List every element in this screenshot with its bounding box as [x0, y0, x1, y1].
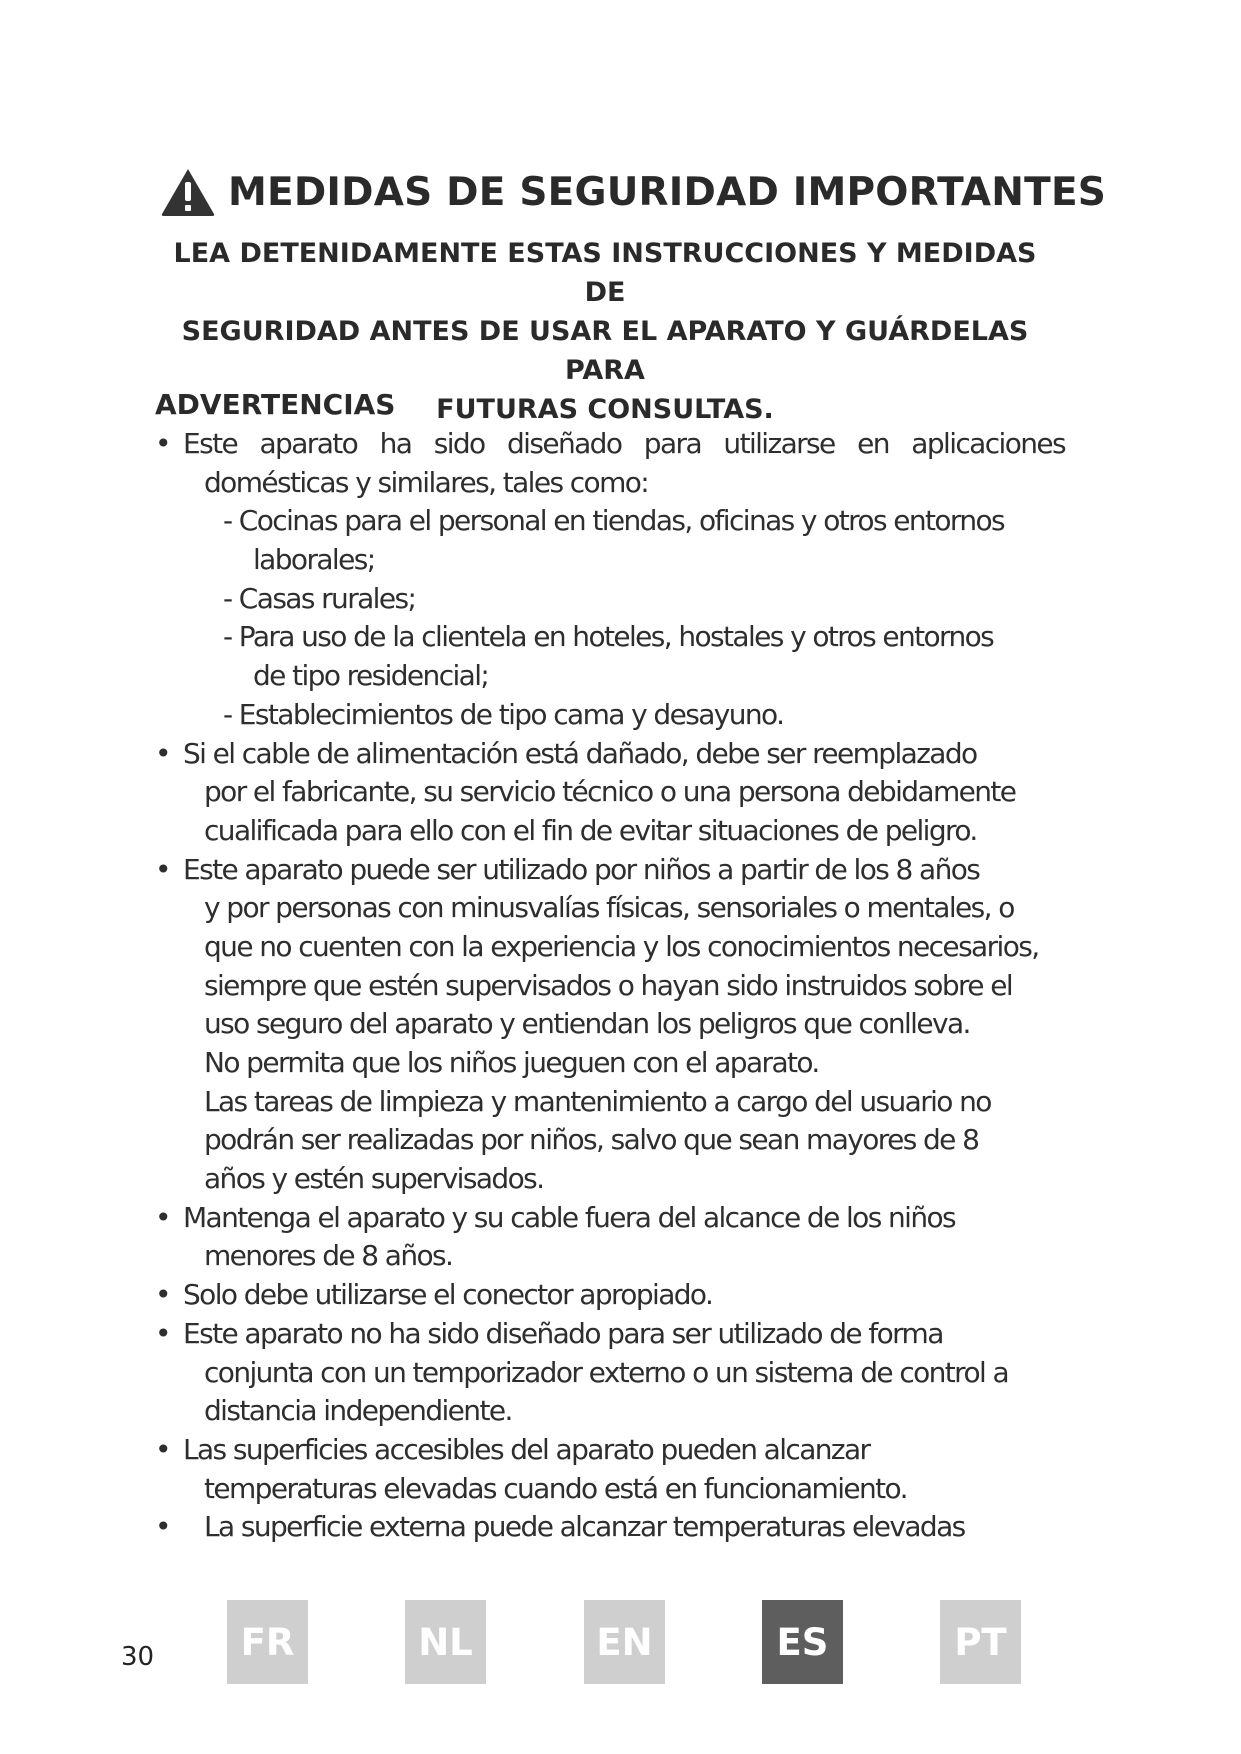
subtitle-line: FUTURAS CONSULTAS. [436, 394, 774, 425]
title-row [160, 162, 1107, 222]
list-item-line: • La superficie externa puede alcanzar temperaturas elevadas [155, 1508, 1065, 1547]
subtitle-line: SEGURIDAD ANTES DE USAR EL APARATO Y GUÁRDELAS PARA [181, 316, 1029, 386]
warnings-list [155, 425, 1065, 1547]
footer [0, 1600, 1241, 1690]
bullet: • [155, 1278, 170, 1312]
list-item-line: conjunta con un temporizador externo o un sistema de control a [204, 1355, 1009, 1389]
lang-tab-es[interactable]: ES [762, 1600, 843, 1684]
list-item-line: por el fabricante, su servicio técnico o una persona debidamente [204, 775, 1016, 809]
list-item-line: • Este aparato ha sido diseñado para utilizarse en aplicaciones [155, 425, 1065, 464]
list-item-line: podrán ser realizadas por niños, salvo que sean mayores de 8 [204, 1123, 979, 1157]
list-item-line: • Las superficies accesibles del aparato pueden alcanzar [155, 1431, 1065, 1470]
list-item-line: distancia independiente. [204, 1394, 512, 1428]
list-item-line: No permita que los niños jueguen con el aparato. [204, 1046, 819, 1079]
sub-item-line: - Establecimientos de tipo cama y desayuno. [223, 697, 784, 731]
bullet: • [155, 736, 170, 770]
page-number: 30 [121, 1642, 155, 1672]
lang-tab-fr[interactable]: FR [227, 1600, 308, 1684]
section-heading: ADVERTENCIAS [155, 388, 396, 421]
bullet: • [155, 1316, 170, 1350]
bullet: • [155, 1432, 170, 1466]
subtitle-line: LEA DETENIDAMENTE ESTAS INSTRUCCIONES Y MEDIDAS DE [173, 238, 1037, 308]
list-item-line: • Este aparato no ha sido diseñado para ser utilizado de forma [155, 1315, 1065, 1354]
list-item-line: Las tareas de limpieza y mantenimiento a cargo del usuario no [204, 1084, 991, 1118]
list-item-line: uso seguro del aparato y entiendan los peligros que conlleva. [204, 1007, 970, 1041]
page-title: MEDIDAS DE SEGURIDAD IMPORTANTES [228, 169, 1107, 215]
list-item-line: años y estén supervisados. [204, 1162, 544, 1196]
lang-tab-nl[interactable]: NL [405, 1600, 486, 1684]
sub-item-line: - Para uso de la clientela en hoteles, hostales y otros entornos [223, 620, 994, 654]
list-item-line: cualificada para ello con el fin de evitar situaciones de peligro. [204, 813, 977, 847]
list-item-line: siempre que estén supervisados o hayan sido instruidos sobre el [204, 968, 1013, 1002]
bullet: • [155, 427, 170, 460]
list-item-line: temperaturas elevadas cuando está en funcionamiento. [204, 1471, 907, 1505]
bullet: • [155, 1510, 170, 1544]
list-item-line: menores de 8 años. [204, 1239, 453, 1273]
list-item-line: • Solo debe utilizarse el conector apropiado. [155, 1276, 1065, 1315]
list-item-line: domésticas y similares, tales como: [204, 465, 649, 499]
list-item-line: • Si el cable de alimentación está dañado, debe ser reemplazado [155, 735, 1065, 774]
sub-item-line: laborales; [253, 543, 375, 577]
bullet: • [155, 852, 170, 886]
bullet: • [155, 1200, 170, 1234]
sub-item-line: - Cocinas para el personal en tiendas, oficinas y otros entornos [223, 504, 1004, 538]
lang-tab-en[interactable]: EN [584, 1600, 665, 1684]
lang-tab-pt[interactable]: PT [940, 1600, 1021, 1684]
list-item-line: y por personas con minusvalías físicas, sensoriales o mentales, o [204, 891, 1014, 925]
sub-item-line: - Casas rurales; [223, 581, 416, 615]
sub-item-line: de tipo residencial; [253, 659, 489, 693]
list-item-line: • Mantenga el aparato y su cable fuera del alcance de los niños [155, 1199, 1065, 1238]
warning-triangle-icon [160, 167, 216, 217]
list-item-line: • Este aparato puede ser utilizado por niños a partir de los 8 años [155, 851, 1065, 890]
list-item-line: que no cuenten con la experiencia y los conocimientos necesarios, [204, 929, 1039, 963]
